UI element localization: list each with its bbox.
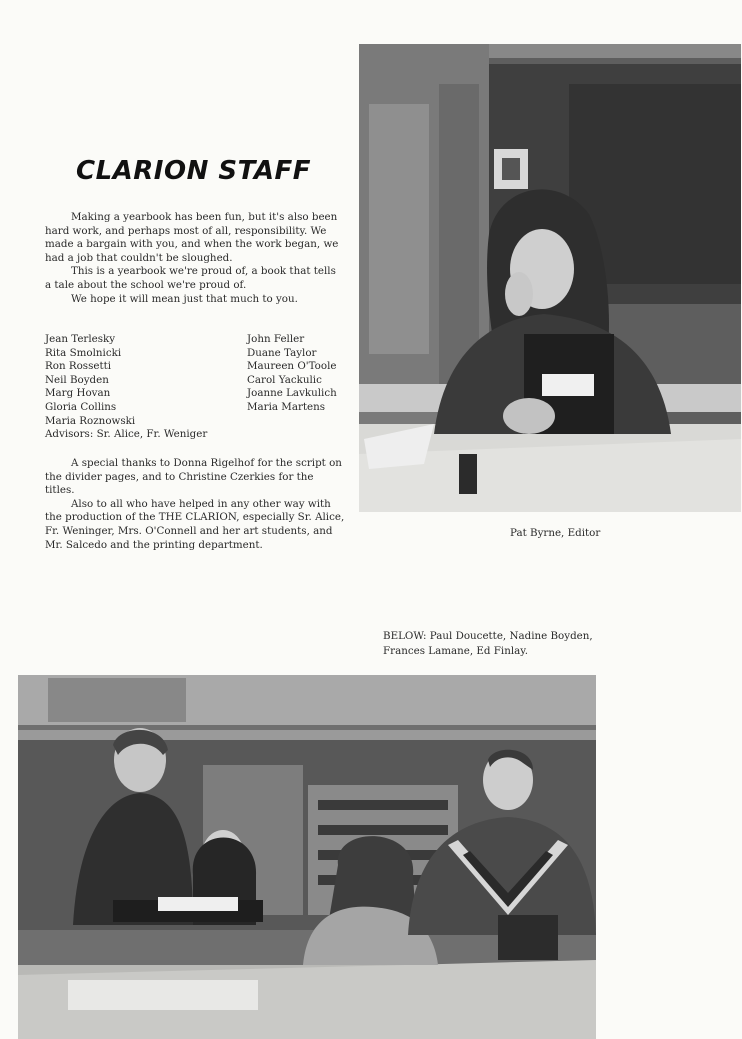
page-title: CLARION STAFF	[76, 156, 311, 186]
staff-name: Marg Hovan	[45, 387, 111, 400]
staff-list-left	[45, 333, 207, 442]
thanks-paragraph: A special thanks to Donna Rigelhof for the script on the divider pages, and to Christine Czerkies for the titles.	[45, 457, 342, 497]
thanks-text	[45, 457, 345, 552]
staff-list-right	[247, 333, 337, 415]
staff-name: Jean Terlesky	[45, 333, 116, 345]
staff-name: Maria Martens	[247, 400, 326, 413]
editor-photo	[359, 44, 741, 512]
staff-name: Joanne Lavkulich	[247, 387, 337, 400]
advisors-line: Advisors: Sr. Alice, Fr. Weniger	[45, 428, 208, 441]
staff-name: Neil Boyden	[45, 373, 109, 386]
staff-name: Ron Rossetti	[45, 360, 112, 373]
staff-name: Maureen O'Toole	[247, 360, 337, 373]
staff-name: John Feller	[247, 333, 305, 345]
staff-name: Gloria Collins	[45, 400, 117, 413]
staff-name: Duane Taylor	[247, 346, 317, 359]
intro-text	[45, 211, 345, 306]
staff-name: Rita Smolnicki	[45, 346, 122, 359]
staff-name: Maria Roznowski	[45, 414, 136, 427]
thanks-paragraph: Also to all who have helped in any other way with the production of the THE CLARION, especially Sr. Alice, Fr. Weninger, Mrs. O'Connell and her art students, and Mr. Salcedo and the printing department.	[45, 497, 345, 551]
editor-photo-caption: Pat Byrne, Editor	[510, 527, 601, 539]
group-photo-caption: BELOW: Paul Doucette, Nadine Boyden, Frances Lamane, Ed Finlay.	[383, 630, 593, 657]
staff-name: Carol Yackulic	[247, 373, 322, 386]
intro-paragraph: We hope it will mean just that much to you.	[71, 292, 298, 305]
intro-paragraph: This is a yearbook we're proud of, a book that tells a tale about the school we're proud of.	[45, 265, 336, 291]
group-photo	[18, 675, 596, 1039]
intro-paragraph: Making a yearbook has been fun, but it's also been hard work, and perhaps most of all, responsibility. We made a bargain with you, and when the work began, we had a job that couldn't be sloughed.	[45, 211, 339, 264]
